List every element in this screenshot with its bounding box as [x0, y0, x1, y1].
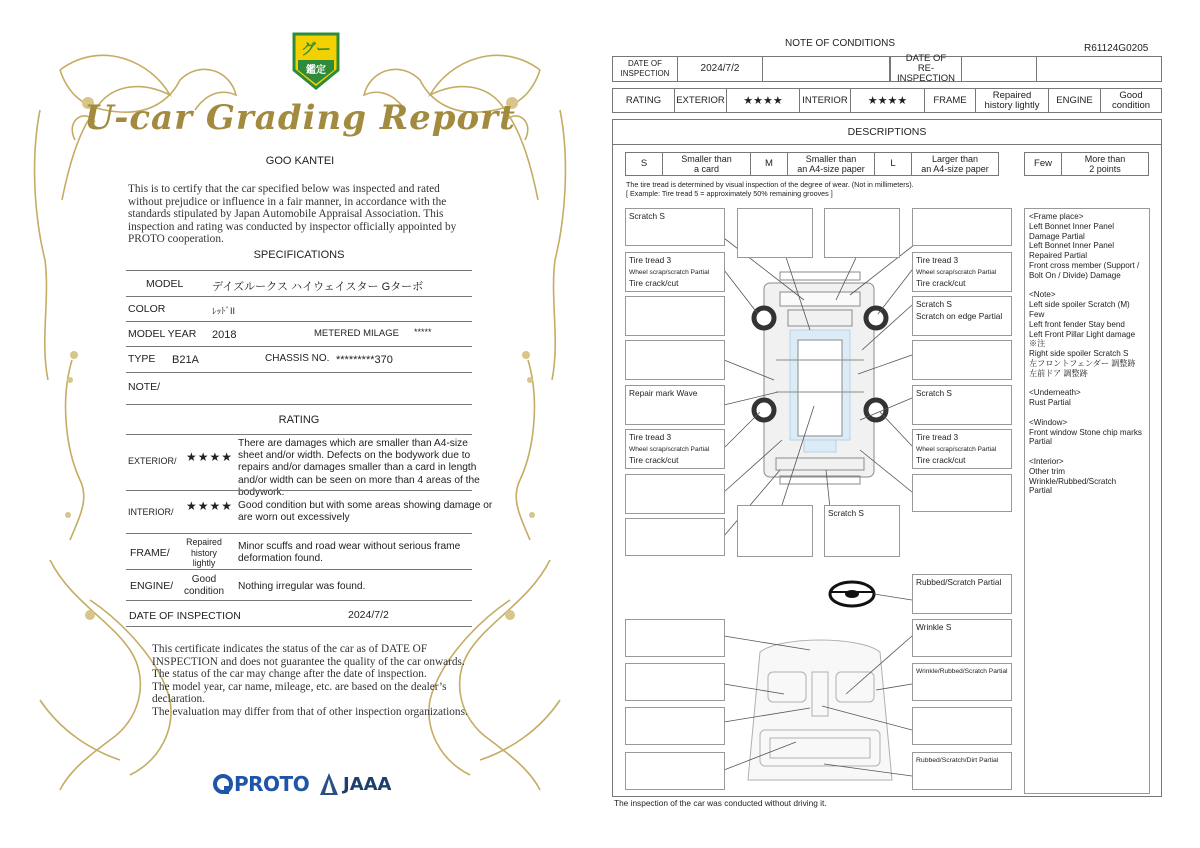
engine-value-line: condition — [183, 586, 225, 597]
damage-box-empty — [625, 296, 725, 336]
damage-box-empty — [912, 474, 1012, 512]
engine-value-line: condition — [1111, 99, 1151, 111]
damage-box-empty — [625, 707, 725, 745]
interior-description: Good condition but with some areas showing damage or are worn out excessively — [238, 500, 493, 524]
date-of-inspection-label: DATE OF INSPECTION — [129, 610, 241, 622]
note-line: Left front fender Stay bend — [1029, 319, 1125, 329]
exterior-label: EXTERIOR/ — [128, 456, 177, 466]
note-line — [1029, 281, 1145, 291]
engine-value-line: Good — [1119, 89, 1143, 101]
frame-header: FRAME — [924, 88, 976, 113]
tire-example: [ Example: Tire tread 5 = approximately 50% remaining grooves ] — [626, 189, 833, 198]
note-line: Repaired Partial — [1029, 251, 1088, 261]
damage-box-empty — [625, 663, 725, 701]
box-line: Tire crack/cut — [629, 455, 679, 465]
damage-box-empty — [737, 208, 813, 258]
noc-title: NOTE OF CONDITIONS — [785, 38, 895, 49]
damage-box: Repair mark Wave — [625, 385, 725, 425]
engine-label: ENGINE/ — [130, 580, 174, 592]
goo-kantei-badge-icon — [288, 30, 344, 90]
rating-heading: RATING — [278, 414, 320, 426]
model-year-label: MODEL YEAR — [128, 328, 197, 340]
divider — [126, 626, 472, 627]
frame-value — [178, 537, 230, 569]
damage-box: Scratch S — [625, 208, 725, 246]
note-line: Partial — [1029, 486, 1052, 496]
box-line: Tire crack/cut — [916, 278, 966, 288]
divider — [126, 296, 472, 297]
damage-box-empty — [824, 208, 900, 258]
model-label: MODEL — [146, 278, 184, 290]
damage-box — [912, 296, 1012, 336]
legend-line: Smaller than — [681, 154, 732, 164]
footer-line: The status of the car may change after the date of inspection. — [152, 668, 427, 681]
box-line: Scratch S — [916, 299, 952, 309]
engine-header: ENGINE — [1048, 88, 1101, 113]
exterior-stars: ★★★★ — [186, 450, 234, 464]
frame-label: FRAME/ — [130, 547, 170, 559]
proto-logo-text: PROTO — [234, 772, 310, 796]
divider — [126, 321, 472, 322]
damage-box: Wrinkle S — [912, 619, 1012, 657]
interior-label: INTERIOR/ — [128, 507, 174, 517]
note-line: Left Bonnet Inner Panel — [1029, 241, 1115, 251]
engine-description: Nothing irregular was found. — [238, 581, 366, 592]
color-label: COLOR — [128, 303, 166, 315]
divider — [126, 404, 472, 405]
footer-line: The evaluation may differ from that of other inspection organizations. — [152, 705, 468, 718]
note-line: Front cross member (Support / — [1029, 260, 1140, 270]
note-line: Left Front Pillar Light damage — [1029, 329, 1136, 339]
date-of-inspection-value: 2024/7/2 — [348, 609, 389, 621]
inspection-footer-note: The inspection of the car was conducted without driving it. — [614, 798, 827, 808]
note-line — [1029, 379, 1145, 389]
frame-value-line: Repaired — [992, 89, 1032, 101]
damage-box: Scratch S — [912, 385, 1012, 425]
footer-line: INSPECTION and does not guarantee the quality of the car onwards. — [152, 655, 465, 668]
note-line: <Frame place> — [1029, 212, 1084, 221]
proto-logo — [212, 770, 309, 798]
mileage-label: METERED MILAGE — [314, 328, 399, 339]
damage-box — [912, 252, 1012, 292]
steering-wheel-icon — [830, 582, 912, 606]
footer-line: This certificate indicates the status of the car as of DATE OF — [152, 643, 428, 655]
note-line: 左フロントフェンダー 調整跡 — [1029, 358, 1136, 368]
divider — [126, 434, 472, 435]
exterior-stars: ★★★★ — [726, 88, 800, 113]
damage-box-empty — [625, 752, 725, 790]
box-line: Tire tread 3 — [629, 432, 672, 442]
legend-line: an A4-size paper — [921, 164, 989, 174]
header-line: DATE OF — [905, 53, 947, 64]
divider — [126, 569, 472, 570]
header-line: INSPECTION — [620, 69, 670, 78]
header-line: DATE OF — [627, 59, 663, 68]
note-line: <Window> — [1029, 417, 1068, 427]
rating-header: RATING — [612, 88, 675, 113]
proto-mark-icon — [212, 772, 234, 796]
engine-value-line: Good — [191, 574, 217, 585]
note-line: Rust Partial — [1029, 398, 1071, 408]
type-label: TYPE — [128, 353, 156, 365]
legend-line: Smaller than — [805, 154, 857, 164]
box-line: Wheel scrap/scratch Partial — [629, 445, 710, 453]
model-year-value: 2018 — [212, 329, 237, 341]
damage-box-empty — [912, 707, 1012, 745]
box-line: Scratch on edge Partial — [916, 310, 1003, 321]
divider — [126, 270, 472, 271]
legend-line: More than — [1084, 154, 1126, 164]
interior-stars: ★★★★ — [186, 499, 234, 513]
damage-box: Rubbed/Scratch Partial — [912, 574, 1012, 614]
box-line: Wheel scrap/scratch Partial — [629, 268, 710, 276]
date-of-inspection-value: 2024/7/2 — [677, 56, 763, 82]
damage-box: Scratch S — [824, 505, 900, 557]
color-value: ﾚｯﾄﾞII — [212, 306, 236, 316]
frame-value-line: lightly — [192, 558, 216, 568]
note-of-conditions-sheet — [600, 0, 1200, 848]
legend-line: an A4-size paper — [797, 164, 865, 174]
note-line: 左前ドア 調整跡 — [1029, 368, 1088, 378]
box-line: Tire tread 3 — [916, 255, 959, 265]
damage-box — [625, 429, 725, 469]
jaaa-logo — [318, 770, 392, 798]
certificate-subtitle: GOO KANTEI — [265, 155, 335, 167]
divider — [126, 600, 472, 601]
divider — [126, 372, 472, 373]
footer-line: declaration. — [152, 693, 206, 706]
note-line: Other trim — [1029, 466, 1065, 476]
reference-number: R61124G0205 — [1084, 43, 1149, 54]
damage-box-empty — [625, 474, 725, 514]
box-line: Tire crack/cut — [916, 455, 966, 465]
damage-box: Rubbed/Scratch/Dirt Partial — [912, 752, 1012, 790]
note-line: <Note> — [1029, 290, 1056, 300]
legend-line: Larger than — [931, 154, 979, 164]
note-line: Left Bonnet Inner Panel — [1029, 221, 1115, 231]
jaaa-logo-text: JAAA — [343, 773, 392, 795]
note-line: Front window Stone chip marks — [1029, 427, 1142, 437]
divider — [126, 490, 472, 491]
chassis-value: *********370 — [336, 354, 393, 366]
frame-value-line: history lightly — [984, 99, 1040, 111]
note-line: Partial — [1029, 437, 1052, 447]
exterior-description: There are damages which are smaller than A4-size sheet and/or width. Defects on the bodywork due to repairs and/or damages smaller than a card in length and/or width can be seen on more than 4 areas of the bodywork. — [238, 438, 480, 498]
note-label: NOTE/ — [128, 381, 161, 393]
damage-box-empty — [625, 340, 725, 380]
legend-line: a card — [693, 164, 719, 174]
tire-note: The tire tread is determined by visual inspection of the degree of wear. (Not in millimeters). — [626, 180, 914, 189]
damage-box-empty — [737, 505, 813, 557]
damage-box-empty — [912, 340, 1012, 380]
box-line: Tire tread 3 — [916, 432, 959, 442]
badge-top-text: グー — [300, 41, 331, 58]
box-line: Tire crack/cut — [629, 278, 679, 288]
divider — [126, 533, 472, 534]
note-line: Left side spoiler Scratch (M) — [1029, 300, 1130, 310]
frame-value-line: history — [191, 547, 217, 558]
interior-stars: ★★★★ — [850, 88, 925, 113]
mileage-value: ***** — [414, 327, 432, 337]
legend-few: Few — [1024, 152, 1062, 176]
note-line: Right side spoiler Scratch S — [1029, 349, 1129, 359]
exterior-header: EXTERIOR — [674, 88, 727, 113]
engine-value — [178, 574, 230, 598]
note-line: ※注 — [1029, 339, 1046, 349]
frame-description: Minor scuffs and road wear without serious frame deformation found. — [238, 541, 461, 565]
model-value: デイズルークス ハイウェイスター Gターボ — [212, 281, 424, 293]
box-line: Wheel scrap/scratch Partial — [916, 268, 997, 276]
specifications-heading: SPECIFICATIONS — [253, 249, 345, 261]
badge-main-text: 鑑定 — [306, 65, 326, 76]
chassis-label: CHASSIS NO. — [265, 353, 330, 364]
frame-value-line: Repaired — [186, 537, 222, 547]
note-line: Few — [1029, 309, 1045, 319]
certificate-title: U-car Grading Report — [84, 98, 516, 138]
divider — [126, 346, 472, 347]
damage-box-empty — [625, 518, 725, 556]
legend-l: L — [874, 152, 912, 176]
jaaa-mark-icon — [318, 771, 340, 797]
condition-notes — [1024, 208, 1150, 794]
header-line: RE-INSPECTION — [896, 63, 956, 84]
note-line: Bolt On / Divide) Damage — [1029, 270, 1121, 280]
legend-line: 2 points — [1089, 164, 1121, 174]
box-line: Wheel scrap/scratch Partial — [916, 445, 997, 453]
note-line: Damage Partial — [1029, 231, 1085, 241]
type-value: B21A — [172, 354, 199, 366]
certificate-intro: This is to certify that the car specified below was inspected and rated without prejudice or influence in a fair manner, in accordance with the standards stipulated by Japan Automobile Appraisal Association. This inspection and rating was conducted by inspector officially appointed by PROTO cooperation. — [128, 183, 457, 246]
certificate-footer — [152, 643, 482, 719]
interior-header: INTERIOR — [799, 88, 851, 113]
damage-box — [912, 429, 1012, 469]
note-line — [1029, 408, 1145, 418]
legend-m: M — [750, 152, 788, 176]
footer-line: The model year, car name, mileage, etc. are based on the dealer’s — [152, 680, 447, 693]
note-line: <Interior> — [1029, 456, 1064, 466]
legend-s: S — [625, 152, 663, 176]
damage-box — [625, 252, 725, 292]
note-line: Wrinkle/Rubbed/Scratch — [1029, 476, 1117, 486]
note-line: <Underneath> — [1029, 388, 1081, 398]
descriptions-heading: DESCRIPTIONS — [612, 119, 1162, 145]
damage-box-empty — [625, 619, 725, 657]
note-line — [1029, 447, 1145, 457]
damage-box-empty — [912, 208, 1012, 246]
damage-box: Wrinkle/Rubbed/Scratch Partial — [912, 663, 1012, 701]
box-line: Tire tread 3 — [629, 255, 672, 265]
